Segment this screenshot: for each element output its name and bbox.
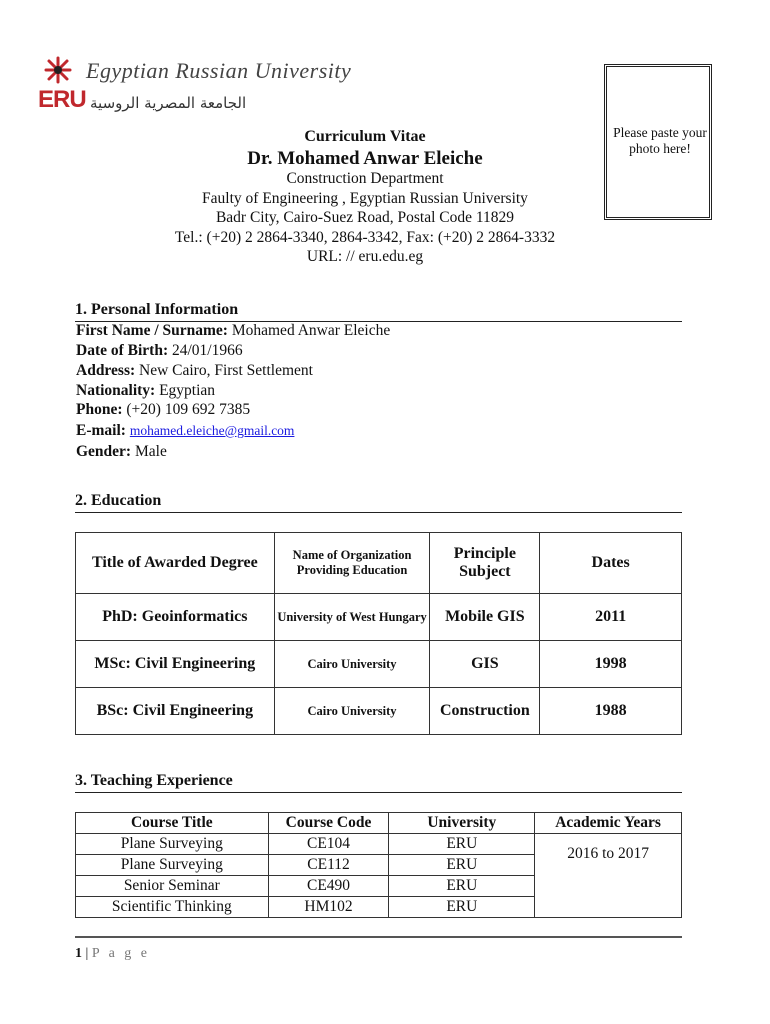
header-academic-years: Academic Years xyxy=(535,813,682,834)
email-link[interactable]: mohamed.eleiche@gmail.com xyxy=(129,423,295,438)
teaching-table xyxy=(75,812,682,918)
person-name: Dr. Mohamed Anwar Eleiche xyxy=(247,148,483,169)
table-row: Plane Surveying CE112 ERU xyxy=(76,855,682,876)
logo-english-text: Egyptian Russian University xyxy=(86,58,352,83)
logo-arabic-text: الجامعة المصرية الروسية xyxy=(90,94,247,112)
section-teaching: 3. Teaching Experience xyxy=(75,772,682,793)
page-label: P a g e xyxy=(91,946,151,961)
header-organization: Name of Organization Providing Education xyxy=(274,533,430,594)
header-course-code: Course Code xyxy=(268,813,389,834)
header-university: University xyxy=(389,813,535,834)
section-personal-info: 1. Personal Information xyxy=(75,301,682,322)
header-dates: Dates xyxy=(540,533,682,594)
phone-line: Tel.: (+20) 2 2864-3340, 2864-3342, Fax: (+20) 2 2864-3332 xyxy=(174,229,556,246)
header-degree: Title of Awarded Degree xyxy=(76,533,275,594)
page-separator: | xyxy=(85,946,89,961)
academic-years-value: 2016 to 2017 xyxy=(535,834,682,918)
info-phone: Phone: (+20) 109 692 7385 xyxy=(76,401,251,418)
faculty: Faulty of Engineering , Egyptian Russian University xyxy=(202,190,528,207)
header-subject: Principle Subject xyxy=(430,533,540,594)
table-row: BSc: Civil Engineering Cairo University Construction 1988 xyxy=(76,688,682,735)
education-table xyxy=(75,532,682,735)
address-line: Badr City, Cairo-Suez Road, Postal Code 11829 xyxy=(215,209,515,226)
info-address: Address: New Cairo, First Settlement xyxy=(76,362,313,379)
table-header-row xyxy=(76,813,682,834)
table-row: Scientific Thinking HM102 ERU xyxy=(76,897,682,918)
logo-abbr: ERU xyxy=(38,86,86,113)
url-line[interactable]: URL: // eru.edu.eg xyxy=(306,248,424,265)
info-nationality: Nationality: Egyptian xyxy=(76,382,216,399)
info-gender: Gender: Male xyxy=(76,443,167,460)
table-row: MSc: Civil Engineering Cairo University GIS 1998 xyxy=(76,641,682,688)
department: Construction Department xyxy=(286,170,444,187)
document-title: Curriculum Vitae xyxy=(304,128,426,145)
table-row: PhD: Geoinformatics University of West Hungary Mobile GIS 2011 xyxy=(76,594,682,641)
info-name: First Name / Surname: Mohamed Anwar Eleiche xyxy=(76,322,391,339)
table-row: Senior Seminar CE490 ERU xyxy=(76,876,682,897)
page-number: 1 xyxy=(75,946,82,961)
info-email: E-mail: mohamed.eleiche@gmail.com xyxy=(76,422,295,439)
page-footer xyxy=(75,946,150,962)
info-dob: Date of Birth: 24/01/1966 xyxy=(76,342,243,359)
photo-placeholder-text: Please paste your photo here! xyxy=(613,125,707,156)
header-course-title: Course Title xyxy=(76,813,269,834)
table-header-row xyxy=(76,533,682,594)
table-row: Plane Surveying CE104 ERU 2016 to 2017 xyxy=(76,834,682,855)
section-education: 2. Education xyxy=(75,492,682,513)
footer-divider xyxy=(75,936,682,938)
